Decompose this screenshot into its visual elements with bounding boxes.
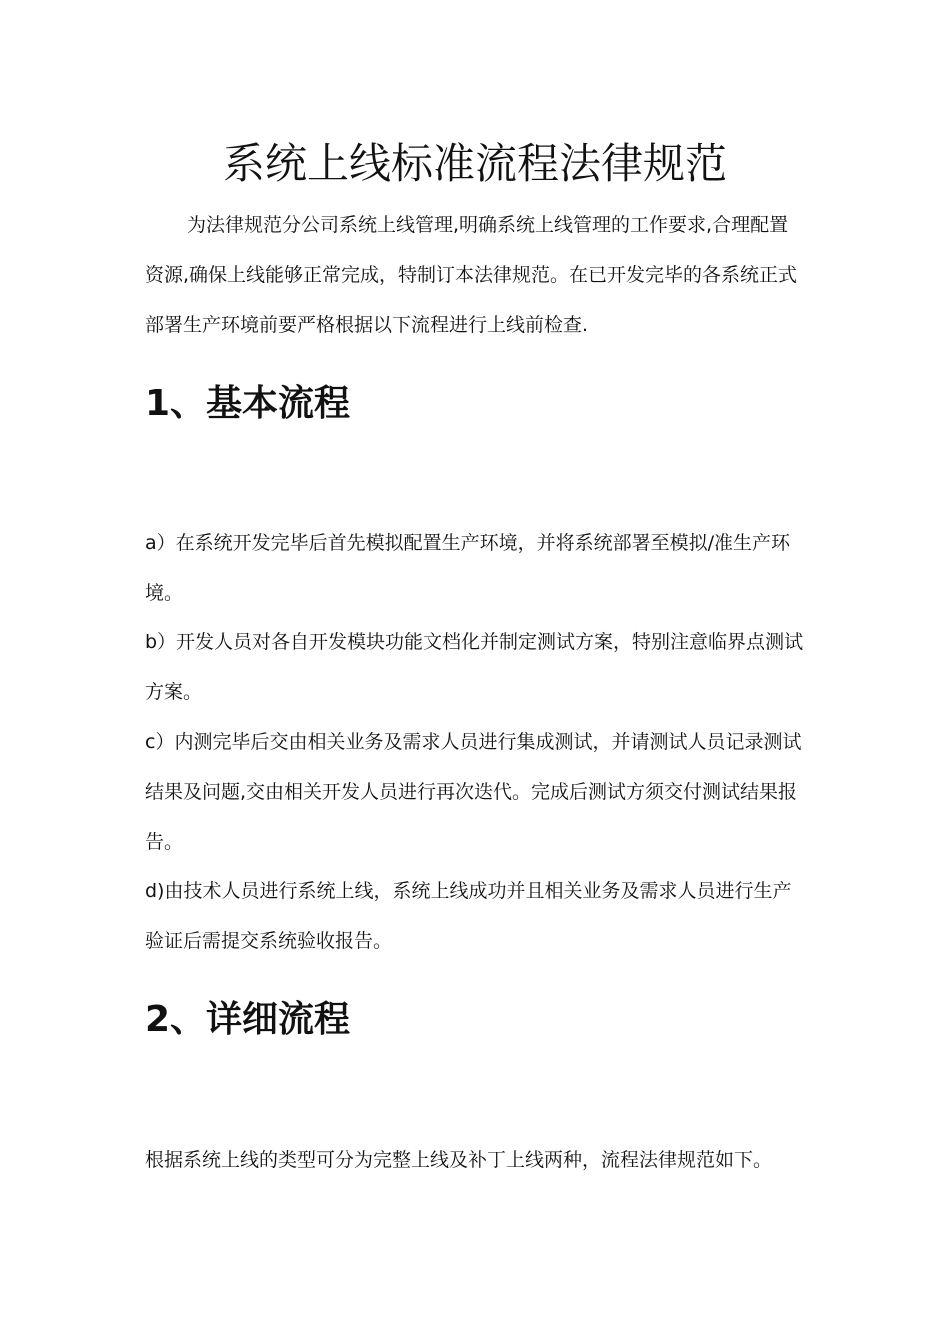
step-c-paragraph: c）内测完毕后交由相关业务及需求人员进行集成测试，并请测试人员记录测试结果及问题,交由相关开发人员进行再次迭代。完成后测试方须交付测试结果报告。 bbox=[145, 731, 802, 853]
step-d-paragraph: d)由技术人员进行系统上线，系统上线成功并且相关业务及需求人员进行生产验证后需提交系统验收报告。 bbox=[145, 880, 792, 952]
step-b-paragraph: b）开发人员对各自开发模块功能文档化并制定测试方案，特别注意临界点测试方案。 bbox=[145, 631, 804, 703]
step-a-paragraph: a）在系统开发完毕后首先模拟配置生产环境，并将系统部署至模拟/准生产环境。 bbox=[145, 532, 791, 604]
detailed-flow-paragraph: 根据系统上线的类型可分为完整上线及补丁上线两种，流程法律规范如下。 bbox=[145, 1149, 773, 1171]
section-heading-basic-flow: 1、基本流程 bbox=[145, 383, 351, 424]
document-title: 系统上线标准流程法律规范 bbox=[222, 139, 727, 188]
section-heading-detailed-flow: 2、详细流程 bbox=[145, 999, 351, 1040]
intro-paragraph: 为法律规范分公司系统上线管理,明确系统上线管理的工作要求,合理配置资源,确保上线能够正常完成，特制订本法律规范。在已开发完毕的各系统正式部署生产环境前要严格根据以下流程进行上线前检查. bbox=[145, 214, 798, 336]
